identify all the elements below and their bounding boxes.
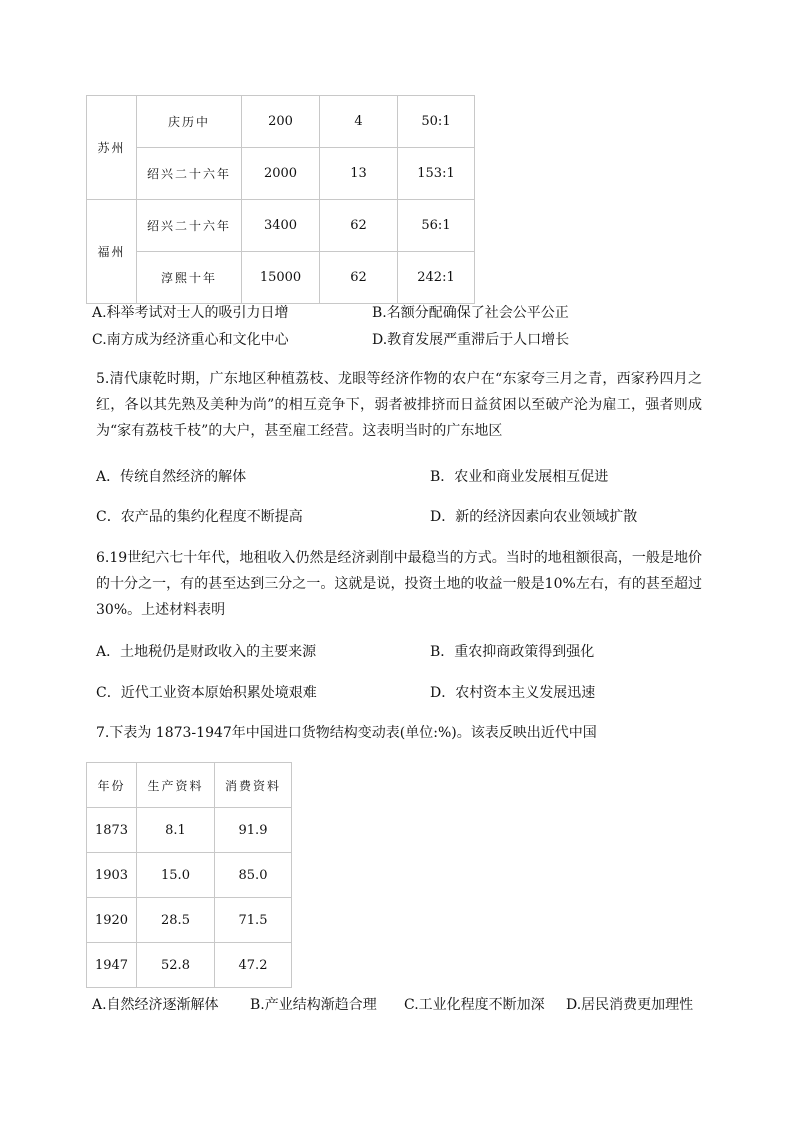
q5-option-b: B．农业和商业发展相互促进	[430, 469, 609, 485]
table-row	[87, 200, 475, 252]
q5-option-a: A．传统自然经济的解体	[96, 469, 247, 485]
table-row	[87, 96, 475, 148]
table-cell: 15.0	[137, 853, 215, 898]
table-cell: 91.9	[215, 808, 292, 853]
column-header: 年份	[87, 763, 137, 808]
table-cell: 1947	[87, 943, 137, 988]
table-row	[87, 148, 475, 200]
table-cell: 200	[242, 96, 320, 148]
table-cell: 8.1	[137, 808, 215, 853]
table-cell: 71.5	[215, 898, 292, 943]
q7-stem: 7.下表为 1873-1947年中国进口货物结构变动表(单位:%)。该表反映出近代中国	[96, 725, 597, 741]
exam-table-1	[86, 95, 475, 304]
table-header-row	[87, 763, 292, 808]
table-cell: 1920	[87, 898, 137, 943]
table-cell: 85.0	[215, 853, 292, 898]
q7-option-d: D.居民消费更加理性	[566, 997, 694, 1013]
q7-option-c: C.工业化程度不断加深	[404, 997, 545, 1013]
table-cell: 50:1	[398, 96, 475, 148]
q6-stem: 6.19世纪六七十年代，地租收入仍然是经济剥削中最稳当的方式。当时的地租额很高，一般是地价的十分之一，有的甚至达到三分之一。这就是说，投资土地的收益一般是10%左右，有的甚至超过30%。上述材料表明	[96, 550, 702, 618]
era-cell: 庆历中	[137, 96, 242, 148]
q4-option-b: B.名额分配确保了社会公平公正	[372, 305, 569, 321]
q6-option-b: B．重农抑商政策得到强化	[430, 644, 595, 660]
table-cell: 28.5	[137, 898, 215, 943]
q5-stem: 5.清代康乾时期，广东地区种植荔枝、龙眼等经济作物的农户在“东家夸三月之青，西家矜四月之红，各以其先熟及美种为尚”的相互竞争下，弱者被排挤而日益贫困以至破产沦为雇工，强者则成为“家有荔枝千枝”的大户，甚至雇工经营。这表明当时的广东地区	[96, 371, 702, 439]
table-row	[87, 808, 292, 853]
table-cell: 52.8	[137, 943, 215, 988]
era-cell: 绍兴二十六年	[137, 200, 242, 252]
table-cell: 1903	[87, 853, 137, 898]
q5-option-c: C．农产品的集约化程度不断提高	[96, 509, 303, 525]
table-cell: 62	[320, 252, 398, 304]
q4-option-c: C.南方成为经济重心和文化中心	[92, 332, 289, 348]
q4-option-a: A.科举考试对士人的吸引力日增	[92, 305, 289, 321]
column-header: 生产资料	[137, 763, 215, 808]
region-cell: 福州	[87, 200, 137, 304]
column-header: 消费资料	[215, 763, 292, 808]
q5-option-d: D．新的经济因素向农业领域扩散	[430, 509, 638, 525]
table-cell: 15000	[242, 252, 320, 304]
table-row	[87, 898, 292, 943]
table-cell: 4	[320, 96, 398, 148]
table-cell: 62	[320, 200, 398, 252]
q7-option-a: A.自然经济逐渐解体	[92, 997, 219, 1013]
q6-option-a: A．土地税仍是财政收入的主要来源	[96, 644, 317, 660]
table-cell: 3400	[242, 200, 320, 252]
table-cell: 2000	[242, 148, 320, 200]
table-row	[87, 853, 292, 898]
q6-option-c: C．近代工业资本原始积累处境艰难	[96, 685, 317, 701]
region-cell: 苏州	[87, 96, 137, 200]
table-cell: 56:1	[398, 200, 475, 252]
table-cell: 153:1	[398, 148, 475, 200]
era-cell: 淳熙十年	[137, 252, 242, 304]
table-cell: 242:1	[398, 252, 475, 304]
era-cell: 绍兴二十六年	[137, 148, 242, 200]
table-cell: 13	[320, 148, 398, 200]
table-cell: 47.2	[215, 943, 292, 988]
q4-option-d: D.教育发展严重滞后于人口增长	[372, 332, 570, 348]
table-cell: 1873	[87, 808, 137, 853]
q7-option-b: B.产业结构渐趋合理	[250, 997, 377, 1013]
table-row	[87, 943, 292, 988]
import-structure-table	[86, 762, 292, 988]
table-row	[87, 252, 475, 304]
q6-option-d: D．农村资本主义发展迅速	[430, 685, 596, 701]
